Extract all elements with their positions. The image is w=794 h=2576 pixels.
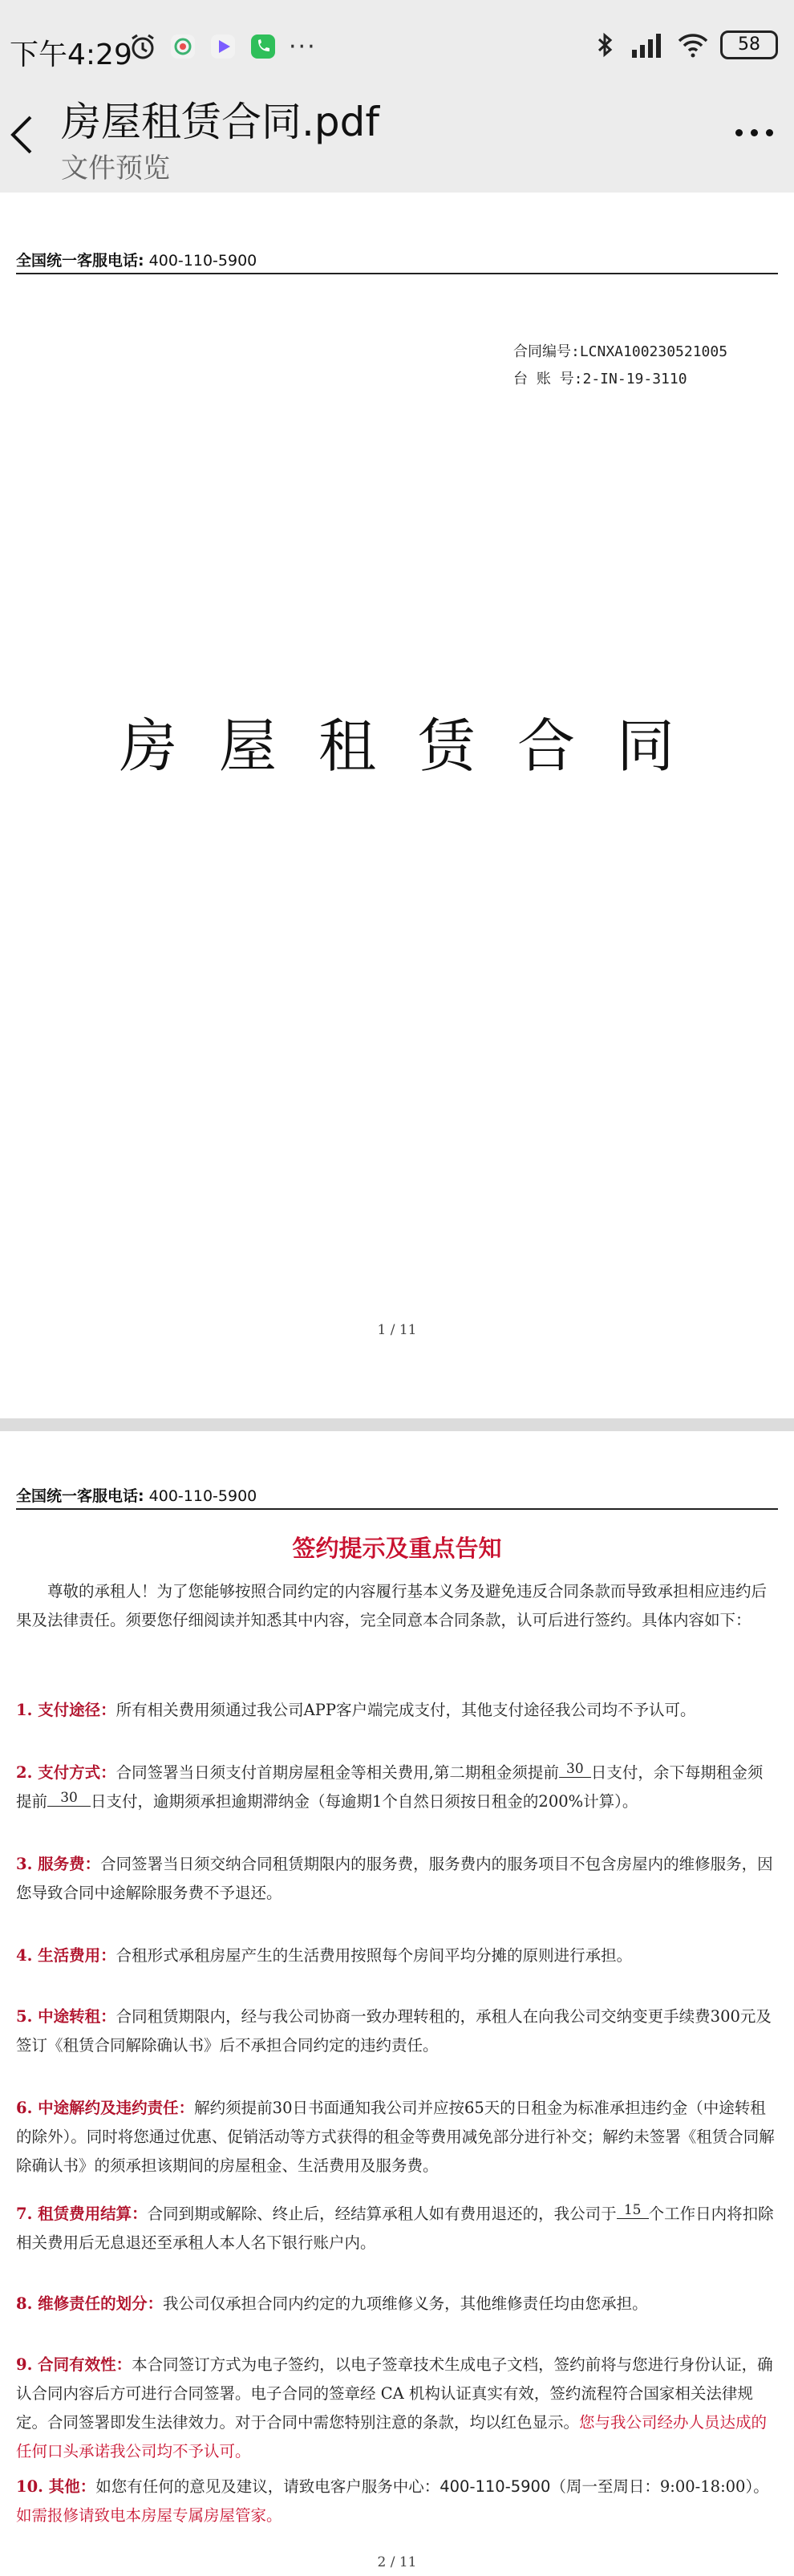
clause-10 — [16, 2473, 778, 2530]
clause-number: 1. 支付途径： — [16, 1701, 116, 1719]
status-time: 下午4:29 — [10, 39, 132, 71]
notice-heading: 签约提示及重点告知 — [292, 1535, 502, 1562]
clause-text: 个工作日内将扣除相关费用后无息退还至承租人本人名下银行账户内。 — [16, 2205, 774, 2252]
clause-red-text: 您与我公司经办人员达成的任何口头承诺我公司均不予认可。 — [16, 2413, 768, 2460]
hotline-label: 全国统一客服电话: — [16, 252, 144, 270]
service-phone: 400-110-5900 — [440, 2477, 551, 2496]
clause-text: 日支付，逾期须承担逾期滞纳金（每逾期1个自然日须按日租金的200%计算）。 — [91, 1792, 638, 1811]
status-icons-right — [590, 30, 778, 59]
dot-icon — [735, 129, 743, 136]
phone-app-icon — [249, 32, 277, 61]
intro-paragraph: 尊敬的承租人！为了您能够按照合同约定的内容履行基本义务及避免违反合同条款而导致承担相应违约后果及法律责任。须要您仔细阅读并知悉其中内容，完全同意本合同条款，认可后进行签约。具体内容如下： — [16, 1582, 768, 1629]
alarm-icon — [128, 32, 157, 61]
video-app-icon — [209, 32, 237, 61]
clause-text: 合同签署当日须支付首期房屋租金等相关费用,第二期租金须提前 — [115, 1763, 559, 1782]
dot-icon — [766, 129, 773, 136]
pdf-page-2[interactable] — [0, 1431, 794, 2576]
contract-meta — [513, 339, 727, 393]
clause-text: 解约须提前30日书面通知我公司并应按65天的日租金为标准承担违约金（中途转租的除外）。同时将您通过优惠、促销活动等方式获得的租金等费用减免部分进行补交；解约未签署《租赁合同解除确认书》的须承担该期间的房屋租金、生活费用及服务费。 — [16, 2099, 775, 2175]
hotline-label: 全国统一客服电话: — [16, 1487, 144, 1505]
battery-indicator: 58 — [720, 30, 778, 59]
app-bar — [0, 80, 794, 193]
clause-text: 如您有任何的意见及建议，请致电客户服务中心： — [95, 2477, 440, 2496]
clause-number: 3. 服务费： — [16, 1855, 101, 1873]
filled-blank: 30 — [559, 1761, 591, 1778]
pdf-page-1[interactable] — [0, 193, 794, 1418]
hotline-number: 400-110-5900 — [148, 252, 257, 270]
clause-number: 9. 合同有效性： — [16, 2355, 132, 2374]
clause-text: 我公司仅承担合同内约定的九项维修义务，其他维修责任均由您承担。 — [163, 2294, 648, 2313]
page-divider — [0, 1418, 794, 1431]
bluetooth-icon — [590, 30, 619, 59]
clause-number: 4. 生活费用： — [16, 1946, 116, 1965]
clause-3 — [16, 1850, 778, 1908]
wifi-icon — [677, 30, 709, 59]
header-rule — [16, 1508, 778, 1510]
clause-text: 合同租赁期限内，经与我公司协商一致办理转租的，承租人在向我公司交纳变更手续费300元及签订《租赁合同解除确认书》后不承担合同约定的违约责任。 — [16, 2007, 772, 2055]
file-title: 房屋租赁合同.pdf — [61, 99, 379, 145]
clause-8 — [16, 2290, 778, 2318]
clause-number: 8. 维修责任的划分： — [16, 2294, 164, 2313]
clause-5 — [16, 2002, 778, 2060]
app-notification-icon — [168, 32, 197, 61]
cell-signal-icon — [630, 30, 666, 59]
clause-number: 5. 中途转租： — [16, 2007, 116, 2026]
clause-text: （周一至周日：9:00-18:00）。 — [550, 2477, 769, 2496]
clause-4 — [16, 1941, 778, 1970]
document-title: 房屋租赁合同 — [119, 712, 716, 780]
clause-number: 7. 租赁费用结算： — [16, 2205, 148, 2223]
filled-blank: 30 — [47, 1790, 91, 1807]
page-number: 2 / 11 — [377, 2554, 417, 2570]
clause-number: 10. 其他： — [16, 2477, 96, 2496]
hotline — [16, 249, 257, 270]
hotline — [16, 1484, 257, 1506]
clause-2 — [16, 1759, 778, 1816]
clause-text: 合租形式承租房屋产生的生活费用按照每个房间平均分摊的原则进行承担。 — [115, 1946, 633, 1965]
back-button[interactable] — [3, 106, 42, 162]
clause-6 — [16, 2094, 778, 2180]
clause-number: 6. 中途解约及违约责任： — [16, 2099, 195, 2117]
clause-text: 本合同签订方式为电子签约，以电子签章技术生成电子文档，签约前将与您进行身份认证，确认合同内容后方可进行合同签署。电子合同的签章经 CA 机构认证真实有效，签约流程符合国家相关法律规定。合同签署即发生法律效力。对于合同中需您特别注意的条款，均以红色显示。 — [16, 2355, 773, 2432]
clause-number: 2. 支付方式： — [16, 1763, 116, 1782]
more-options-button[interactable] — [730, 112, 778, 152]
hotline-number: 400-110-5900 — [148, 1487, 257, 1505]
clause-red-text: 如需报修请致电本房屋专属房屋管家。 — [16, 2506, 282, 2525]
contract-number: 合同编号:LCNXA100230521005 — [513, 343, 728, 360]
clause-7 — [16, 2200, 778, 2258]
filled-blank: 15 — [617, 2202, 649, 2219]
clause-text: 日支付，余下每期租金须提前 — [16, 1763, 764, 1811]
clause-1 — [16, 1696, 778, 1725]
file-subtitle: 文件预览 — [61, 152, 170, 185]
header-rule — [16, 273, 778, 274]
more-notifications-icon: ··· — [289, 32, 317, 61]
clause-text: 合同到期或解除、终止后，经结算承租人如有费用退还的，我公司于 — [147, 2205, 617, 2223]
dot-icon — [751, 129, 758, 136]
status-icons-left — [128, 32, 317, 61]
clause-text: 所有相关费用须通过我公司APP客户端完成支付，其他支付途径我公司均不予认可。 — [115, 1701, 696, 1719]
clause-text: 合同签署当日须交纳合同租赁期限内的服务费，服务费内的服务项目不包含房屋内的维修服务，因您导致合同中途解除服务费不予退还。 — [16, 1855, 773, 1902]
ledger-number: 台 账 号:2-IN-19-3110 — [513, 371, 687, 387]
clause-9 — [16, 2351, 778, 2466]
page-number: 1 / 11 — [377, 1322, 417, 1338]
